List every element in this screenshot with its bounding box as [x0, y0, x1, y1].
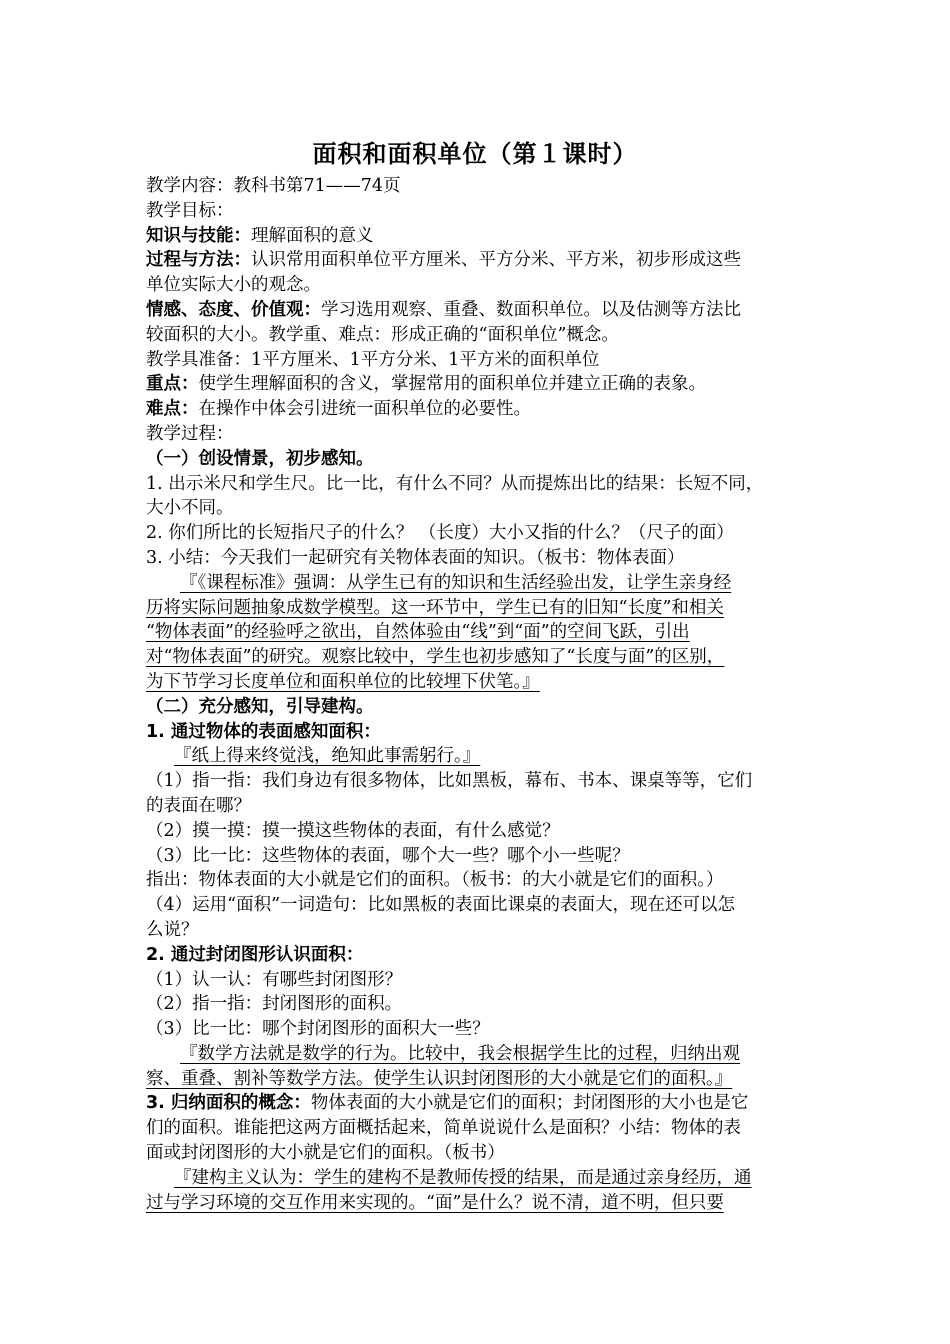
text-line: [146, 273, 836, 298]
line-text: 历将实际问题抽象成数学模型。这一环节中，学生已有的旧知“长度”和相关: [146, 597, 724, 618]
document-body: [146, 174, 836, 1215]
text-line: [146, 298, 836, 323]
line-text: 『纸上得来终觉浅，绝知此事需躬行。』: [174, 746, 481, 767]
line-text: 对“物体表面”的研究。观察比较中，学生也初步感知了“长度与面”的区别，: [146, 647, 725, 668]
text-line: [146, 868, 836, 893]
line-text: （1）认一认：有哪些封闭图形？: [146, 969, 403, 990]
text-line: [146, 323, 836, 348]
text-line: [146, 447, 836, 472]
line-text: 1. 出示米尺和学生尺。比一比，有什么不同？从而提炼出比的结果：长短不同，: [146, 473, 764, 494]
line-text: 使学生理解面积的含义，掌握常用的面积单位并建立正确的表象。: [198, 374, 706, 395]
text-line: [146, 645, 836, 670]
line-text: 察、重叠、割补等数学方法。使学生认识封闭图形的大小就是它们的面积。』: [146, 1068, 733, 1089]
bold-label: 3. 归纳面积的概念：: [146, 1093, 311, 1114]
line-text: 面或封闭图形的大小就是它们的面积。（板书）: [146, 1143, 505, 1164]
line-text: 教学内容：教科书第71——74页: [146, 176, 401, 196]
line-text: 的表面在哪？: [146, 795, 251, 816]
text-line: [146, 1191, 836, 1216]
line-text: 们的面积。谁能把这两方面概括起来，简单说说什么是面积？小结：物体的表: [146, 1118, 741, 1139]
bold-label: （二）充分感知，引导建构。: [146, 696, 374, 717]
text-line: [146, 769, 836, 794]
line-text: 认识常用面积单位平方厘米、平方分米、平方米，初步形成这些: [251, 250, 741, 271]
line-text: 教学具准备：1平方厘米、1平方分米、1平方米的面积单位: [146, 349, 600, 370]
line-text: 过与学习环境的交互作用来实现的。“面”是什么？说不清，道不明，但只要: [146, 1192, 724, 1213]
bold-label: 1. 通过物体的表面感知面积：: [146, 721, 381, 742]
text-line: [146, 1067, 836, 1092]
line-text: 为下节学习长度单位和面积单位的比较埋下伏笔。』: [146, 671, 540, 692]
text-line: [146, 893, 836, 918]
text-line: [146, 248, 836, 273]
text-line: [146, 1042, 836, 1067]
text-line: [146, 472, 836, 497]
line-text: 单位实际大小的观念。: [146, 275, 321, 296]
page-title: 面积和面积单位（第１课时）: [312, 140, 638, 168]
line-text: （4）运用“面积”一词造句：比如黑板的表面比课桌的表面大，现在还可以怎: [146, 895, 736, 916]
line-text: （2）摸一摸：摸一摸这些物体的表面，有什么感觉？: [146, 820, 560, 841]
bold-label: （一）创设情景，初步感知。: [146, 448, 374, 469]
text-line: [146, 744, 836, 769]
text-line: [146, 372, 836, 397]
line-text: 『《课程标准》强调：从学生已有的知识和生活经验出发，让学生亲身经: [180, 572, 732, 593]
line-text: （2）指一指：封闭图形的面积。: [146, 994, 403, 1015]
line-text: 教学过程：: [146, 423, 234, 444]
line-text: 理解面积的意义: [251, 225, 374, 246]
text-line: [146, 546, 836, 571]
line-text: 指出：物体表面的大小就是它们的面积。（板书：的大小就是它们的面积。）: [146, 870, 724, 891]
text-line: [146, 521, 836, 546]
line-text: 2. 你们所比的长短指尺子的什么？ （长度）大小又指的什么？（尺子的面）: [146, 523, 734, 544]
line-text: 在操作中体会引进统一面积单位的必要性。: [198, 399, 531, 420]
bold-label: 情感、态度、价值观：: [146, 299, 321, 320]
line-text: “物体表面”的经验呼之欲出，自然体验由“线”到“面”的空间飞跃，引出: [146, 622, 690, 643]
text-line: [146, 670, 836, 695]
text-line: [146, 596, 836, 621]
text-line: [146, 720, 836, 745]
text-line: [146, 620, 836, 645]
line-text: 大小不同。: [146, 498, 234, 519]
text-line: [146, 224, 836, 249]
text-line: [146, 174, 836, 199]
text-line: [146, 571, 836, 596]
text-line: [146, 397, 836, 422]
text-line: [146, 1141, 836, 1166]
text-line: [146, 1091, 836, 1116]
text-line: [146, 943, 836, 968]
line-text: 『数学方法就是数学的行为。比较中，我会根据学生比的过程，归纳出观: [180, 1043, 740, 1064]
bold-label: 知识与技能：: [146, 225, 251, 246]
line-text: （3）比一比：这些物体的表面，哪个大一些？哪个小一些呢？: [146, 845, 630, 866]
text-line: [146, 422, 836, 447]
bold-label: 重点：: [146, 374, 199, 395]
line-text: （1）指一指：我们身边有很多物体，比如黑板，幕布、书本、课桌等等，它们: [146, 771, 753, 792]
line-text: 较面积的大小。教学重、难点：形成正确的“面积单位”概念。: [146, 324, 619, 345]
text-line: [146, 844, 836, 869]
text-line: [146, 794, 836, 819]
line-text: 3. 小结：今天我们一起研究有关物体表面的知识。（板书：物体表面）: [146, 547, 685, 568]
text-line: [146, 819, 836, 844]
line-text: 学习选用观察、重叠、数面积单位。以及估测等方法比: [321, 299, 741, 320]
line-text: 物体表面的大小就是它们的面积；封闭图形的大小也是它: [310, 1093, 749, 1114]
text-line: [146, 496, 836, 521]
text-line: [146, 1166, 836, 1191]
line-text: 教学目标：: [146, 200, 234, 221]
text-line: [146, 695, 836, 720]
text-line: [146, 1017, 836, 1042]
text-line: [146, 1116, 836, 1141]
text-line: [146, 199, 836, 224]
bold-label: 难点：: [146, 399, 199, 420]
text-line: [146, 348, 836, 373]
line-text: 『建构主义认为：学生的建构不是教师传授的结果，而是通过亲身经历，通: [174, 1167, 752, 1188]
text-line: [146, 968, 836, 993]
bold-label: 2. 通过封闭图形认识面积：: [146, 944, 364, 965]
text-line: [146, 918, 836, 943]
line-text: （3）比一比：哪个封闭图形的面积大一些？: [146, 1019, 490, 1040]
text-line: [146, 992, 836, 1017]
line-text: 么说？: [146, 919, 199, 940]
bold-label: 过程与方法：: [146, 250, 251, 271]
